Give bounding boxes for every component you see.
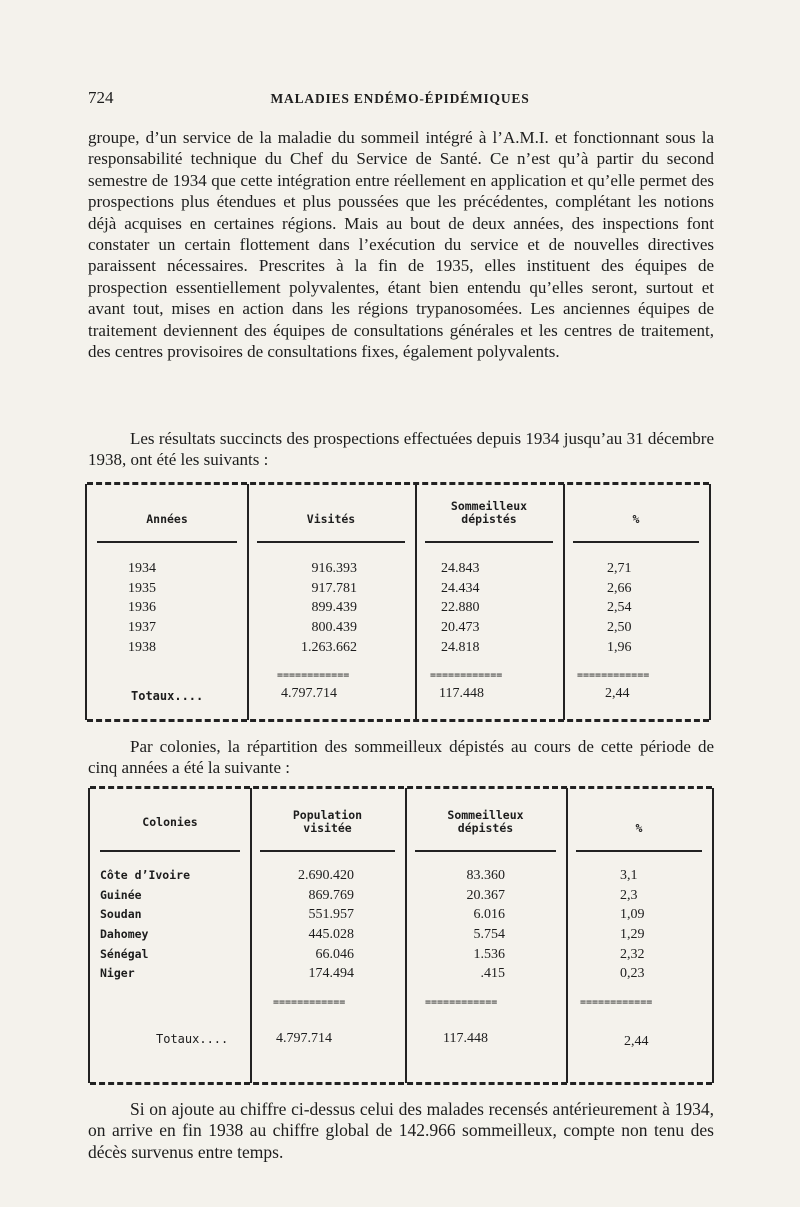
paragraph-2: Les résultats succincts des prospections effectuées depuis 1934 jusqu’au 31 décembre 1938, ont été les suivants : <box>88 429 714 470</box>
table-cell: Sénégal <box>100 946 149 961</box>
table-cell: 1,96 <box>607 639 632 655</box>
table-cell: 1,09 <box>620 907 645 923</box>
visited-column <box>277 559 357 657</box>
header-rule <box>100 850 240 852</box>
total-separator: ============ <box>425 997 498 1008</box>
table-cell: 83.360 <box>466 868 505 883</box>
table-top-border <box>90 786 712 789</box>
table-cell: 1938 <box>128 639 156 655</box>
header-percent: % <box>632 512 640 526</box>
table-cell: 1934 <box>128 561 156 576</box>
total-separator: ============ <box>577 670 650 681</box>
header-colonies: Colonies <box>142 815 198 829</box>
total-separator: ============ <box>277 670 350 681</box>
table-cell: 5.754 <box>473 927 505 943</box>
totals-percent: 2,44 <box>605 686 630 701</box>
total-separator: ============ <box>273 997 346 1008</box>
table-cell: Dahomey <box>100 927 149 942</box>
table-cell: Guinée <box>100 887 142 902</box>
totals-label: Totaux.... <box>156 1032 229 1046</box>
totals-percent: 2,44 <box>624 1034 649 1049</box>
totals-population: 4.797.714 <box>276 1031 332 1046</box>
running-head: MALADIES ENDÉMO-ÉPIDÉMIQUES <box>270 91 530 106</box>
table-top-border <box>87 482 709 485</box>
table-cell: 551.957 <box>308 907 354 923</box>
table-cell: 2,54 <box>607 600 632 616</box>
table-cell: 3,1 <box>620 868 638 883</box>
header-rule <box>257 541 405 543</box>
table-cell: 800.439 <box>311 620 357 636</box>
table-cell: 24.843 <box>441 561 480 576</box>
paragraph-3: Par colonies, la répartition des sommeilleux dépistés au cours de cette période de cinq années a été la suivante : <box>88 737 714 778</box>
population-column <box>270 866 354 984</box>
table-cell: 1936 <box>128 600 156 616</box>
table-cell: Niger <box>100 966 135 981</box>
header-population: Population visitée <box>292 808 363 835</box>
table-cell: 1.536 <box>473 946 505 962</box>
table-years <box>85 484 711 720</box>
table-cell: 66.046 <box>315 946 354 962</box>
years-column <box>128 559 156 657</box>
table-cell: 22.880 <box>441 600 480 616</box>
table-cell: 24.434 <box>441 580 480 596</box>
header-visited: Visités <box>306 512 356 526</box>
header-rule <box>573 541 699 543</box>
header-detected: Sommeilleux dépistés <box>447 808 524 835</box>
table-cell: 917.781 <box>311 580 357 596</box>
colonies-column <box>100 866 190 984</box>
table-cell: 1.263.662 <box>301 639 357 655</box>
page-number: 724 <box>88 88 114 107</box>
totals-visited: 4.797.714 <box>281 686 337 701</box>
table-colonies <box>88 788 714 1083</box>
paragraph-1: groupe, d’un service de la maladie du sommeil intégré à l’A.M.I. et fonctionnant sous la responsabilité technique du Chef du Service de Santé. Ce n’est qu’à partir du second semestre de 1934 que cette intégration entre réellement en application et qu’elle permet des prospections plus étendues et plus poussées que les précédentes, complétant les notions déjà acquises en certaines régions. Mais au bout de deux années, des inspections font constater un certain flottement dans l’exécution du service et de nouvelles directives paraissent nécessaires. Prescrites à la fin de 1935, elles instituent des équipes de prospection essentiellement polyvalentes, étant bien entendu qu’elles seront, surtout et avant tout, mises en action dans les régions trypanosomées. Les anciennes équipes de traitement deviennent des équipes de consultations générales et les centres de traitement, des centres provisoires de consultations fixes, également polyvalents. <box>88 128 714 362</box>
table-cell: 916.393 <box>311 561 357 576</box>
detected-column <box>441 559 480 657</box>
table-cell: 0,23 <box>620 966 645 982</box>
table-cell: 174.494 <box>308 966 354 982</box>
table-cell: 2,66 <box>607 580 632 596</box>
header-rule <box>97 541 237 543</box>
table-cell: 20.473 <box>441 620 480 636</box>
totals-detected: 117.448 <box>439 686 484 701</box>
percent-column <box>607 559 632 657</box>
header-rule <box>415 850 556 852</box>
table-cell: 20.367 <box>466 887 505 903</box>
header-detected: Sommeilleux dépistés <box>450 499 528 526</box>
total-separator: ============ <box>430 670 503 681</box>
table-cell: 1,29 <box>620 927 645 943</box>
table-cell: 1935 <box>128 580 156 596</box>
table-bottom-border <box>87 719 709 722</box>
table-cell: .415 <box>480 966 505 982</box>
table-cell: 2,71 <box>607 561 632 576</box>
table-cell: 2.690.420 <box>298 868 354 883</box>
table-cell: 2,50 <box>607 620 632 636</box>
totals-label: Totaux.... <box>131 689 204 703</box>
table-bottom-border <box>90 1082 712 1085</box>
percent-column <box>620 866 645 984</box>
header-rule <box>260 850 395 852</box>
table-cell: Côte d’Ivoire <box>100 868 191 882</box>
table-cell: 2,3 <box>620 887 638 903</box>
table-cell: 24.818 <box>441 639 480 655</box>
table-cell: 2,32 <box>620 946 645 962</box>
table-cell: Soudan <box>100 907 142 922</box>
table-cell: 1937 <box>128 620 156 636</box>
totals-detected: 117.448 <box>443 1031 488 1046</box>
table-cell: 6.016 <box>473 907 505 923</box>
paragraph-4: Si on ajoute au chiffre ci-dessus celui des malades recensés antérieurement à 1934, on arrive en fin 1938 au chiffre global de 142.966 sommeilleux, compte non tenu des décès survenus entre temps. <box>88 1099 714 1162</box>
table-cell: 899.439 <box>311 600 357 616</box>
table-cell: 869.769 <box>308 887 354 903</box>
detected-column <box>445 866 505 984</box>
table-cell: 445.028 <box>308 927 354 943</box>
header-years: Années <box>146 512 188 526</box>
header-rule <box>425 541 553 543</box>
total-separator: ============ <box>580 997 653 1008</box>
header-percent: % <box>635 821 643 835</box>
header-rule <box>576 850 702 852</box>
